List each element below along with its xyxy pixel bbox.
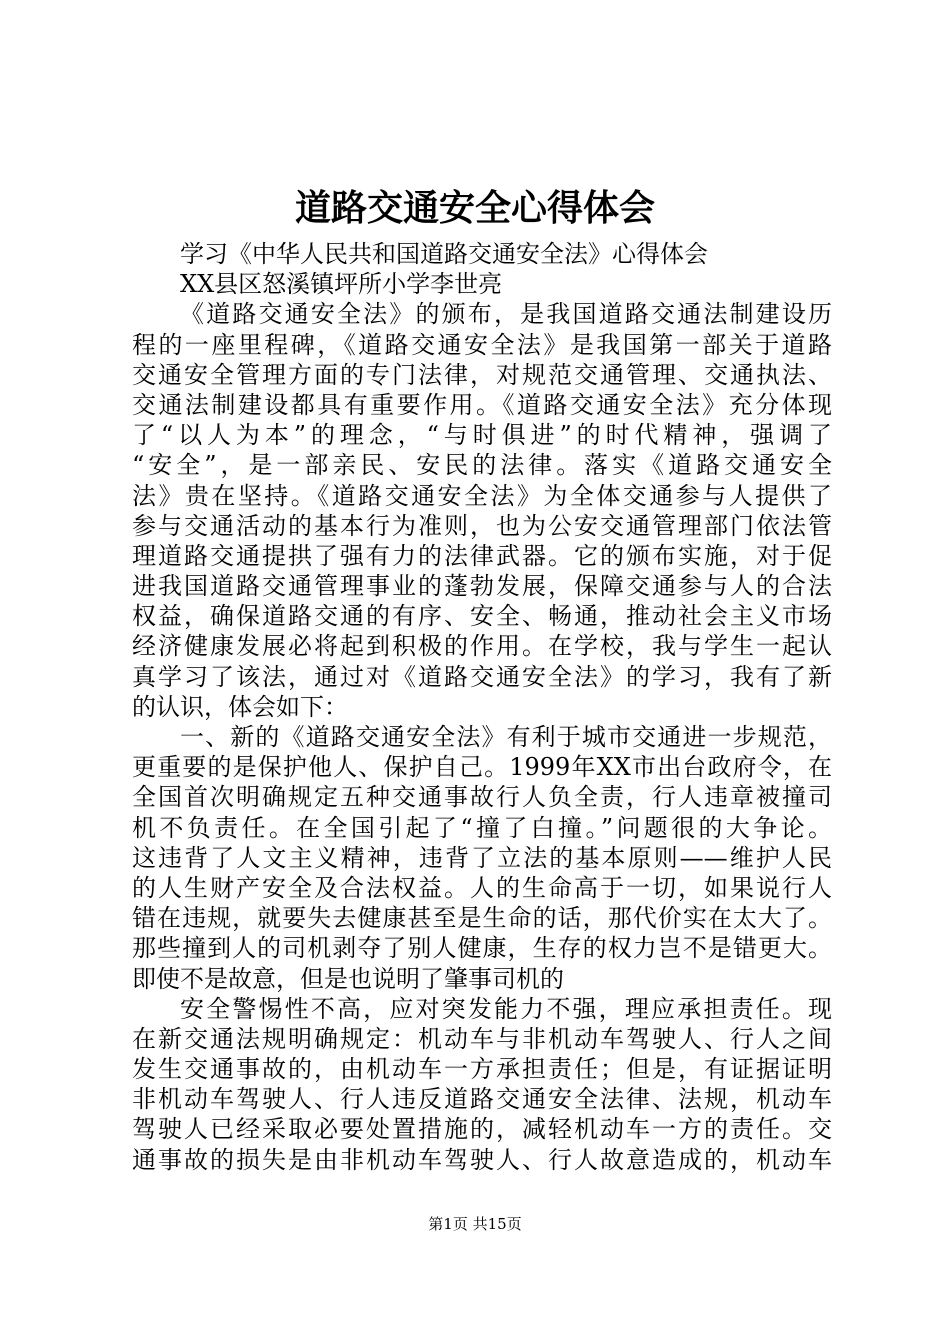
body-line: 的认识，体会如下： bbox=[132, 692, 348, 721]
body-line: 驾驶人已经采取必要处置措施的，减轻机动车一方的责任。交 bbox=[132, 1115, 832, 1144]
body-line: 即使不是故意，但是也说明了肇事司机的 bbox=[132, 964, 564, 993]
body-line: 了“以人为本”的理念，“与时俱进”的时代精神，强调了 bbox=[132, 421, 832, 450]
page-footer: 第1页 共15页 bbox=[428, 1215, 522, 1233]
body-line: 交通法制建设都具有重要作用。《道路交通安全法》充分体现 bbox=[132, 390, 832, 419]
body-line: 通事故的损失是由非机动车驾驶人、行人故意造成的，机动车 bbox=[132, 1145, 832, 1174]
body-line: 更重要的是保护他人、保护自己。1999年XX市出台政府令，在 bbox=[132, 753, 832, 782]
document-title: 道路交通安全心得体会 bbox=[294, 187, 655, 229]
body-line: 经济健康发展必将起到积极的作用。在学校，我与学生一起认 bbox=[132, 632, 832, 661]
body-line: 《道路交通安全法》的颁布，是我国道路交通法制建设历 bbox=[180, 300, 832, 329]
body-line: 全国首次明确规定五种交通事故行人负全责，行人违章被撞司 bbox=[132, 783, 832, 812]
body-line: 机不负责任。在全国引起了“撞了白撞。”问题很的大争论。 bbox=[132, 813, 832, 842]
body-line: 非机动车驾驶人、行人违反道路交通安全法律、法规，机动车 bbox=[132, 1085, 832, 1114]
body-line: 理道路交通提拱了强有力的法律武器。它的颁布实施，对于促 bbox=[132, 541, 832, 570]
body-line: XX县区怒溪镇坪所小学李世亮 bbox=[180, 270, 503, 299]
body-line: 一、新的《道路交通安全法》有利于城市交通进一步规范， bbox=[180, 723, 832, 751]
body-line: 这违背了人文主义精神，违背了立法的基本原则——维护人民 bbox=[132, 843, 832, 872]
body-line: 权益，确保道路交通的有序、安全、畅通，推动社会主义市场 bbox=[132, 602, 832, 631]
body-line: 在新交通法规明确规定：机动车与非机动车驾驶人、行人之间 bbox=[132, 1024, 832, 1053]
body-line: 参与交通活动的基本行为准则，也为公安交通管理部门依法管 bbox=[132, 511, 832, 540]
body-line: 真学习了该法，通过对《道路交通安全法》的学习，我有了新 bbox=[132, 662, 832, 691]
body-line: 交通安全管理方面的专门法律，对规范交通管理、交通执法、 bbox=[132, 360, 832, 389]
body-line: 错在违规，就要失去健康甚至是生命的话，那代价实在太大了。 bbox=[132, 904, 832, 933]
body-line: 的人生财产安全及合法权益。人的生命高于一切，如果说行人 bbox=[132, 873, 832, 902]
body-line: 程的一座里程碑，《道路交通安全法》是我国第一部关于道路 bbox=[132, 330, 832, 359]
body-line: “安全”，是一部亲民、安民的法律。落实《道路交通安全 bbox=[132, 451, 832, 480]
document-body bbox=[132, 239, 832, 1175]
body-line: 发生交通事故的，由机动车一方承担责任；但是，有证据证明 bbox=[132, 1055, 832, 1084]
body-line: 那些撞到人的司机剥夺了别人健康，生存的权力岂不是错更大。 bbox=[132, 934, 832, 963]
body-line: 法》贵在坚持。《道路交通安全法》为全体交通参与人提供了 bbox=[132, 481, 832, 510]
body-line: 进我国道路交通管理事业的蓬勃发展，保障交通参与人的合法 bbox=[132, 572, 832, 601]
body-line: 安全警惕性不高，应对突发能力不强，理应承担责任。现 bbox=[180, 994, 832, 1023]
body-line: 学习《中华人民共和国道路交通安全法》心得体会 bbox=[180, 240, 708, 268]
